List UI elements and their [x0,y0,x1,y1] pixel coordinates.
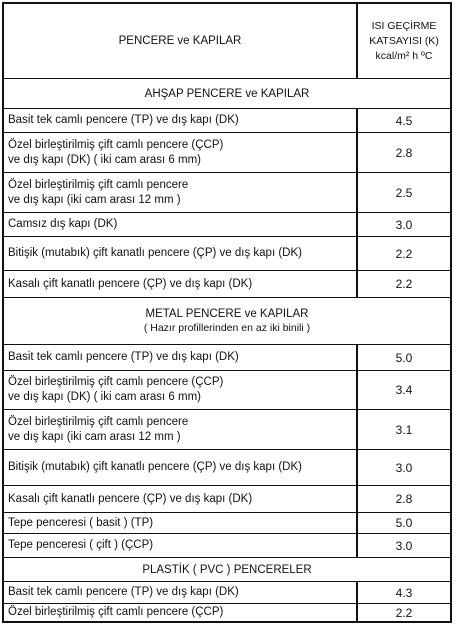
row-label [4,237,358,270]
row-label [4,450,358,485]
row-value: 2.8 [395,145,413,160]
section-title: METAL PENCERE ve KAPILAR [145,308,309,320]
row-label [4,133,358,172]
row-label [4,109,358,132]
table-row [4,581,450,603]
row-label-line: ve dış kapı (DK) ( iki cam arası 6 mm) [8,391,201,403]
row-label-line: Basit tek camlı pencere (TP) ve dış kapı (DK) [8,351,239,363]
row-label-line: Basit tek camlı pencere (TP) ve dış kapı (DK) [8,114,239,126]
row-label-line: Özel birleştirilmiş çift camlı pencere (ÇCP) [8,138,224,151]
section-header-metal [4,297,450,344]
table-row [4,344,450,370]
row-value: 2.2 [395,605,413,620]
row-label-line: Bitişik (mutabık) çift kanatlı pencere (ÇP) ve dış kapı (DK) [8,461,302,473]
row-value: 5.0 [395,516,413,530]
row-label-line: ve dış kapı (iki cam arası 12 mm ) [8,430,181,443]
row-label-line: Kasalı çift kanatlı pencere (ÇP) ve dış kapı (DK) [8,277,253,290]
table-row [4,370,450,409]
header-item-label: PENCERE ve KAPILAR [118,34,242,47]
table-row [4,409,450,449]
k-value-table [2,2,452,623]
row-label [4,213,358,236]
header-k-line-1: ISI GEÇİRME [371,19,437,32]
section-header-wood [4,78,450,108]
row-label-line: Bitişik (mutabık) çift kanatlı pencere (ÇP) ve dış kapı (DK) [8,247,302,259]
table-row [4,270,450,297]
table-row [4,108,450,132]
row-label [4,173,358,212]
row-label [4,410,358,449]
table-row [4,449,450,485]
row-label-line: Camsız dış kapı (DK) [8,218,118,230]
row-value: 5.0 [395,350,413,365]
row-value: 3.0 [395,460,413,475]
row-label-line: Kasalı çift kanatlı pencere (ÇP) ve dış kapı (DK) [8,492,253,505]
section-title: AHŞAP PENCERE ve KAPILAR [144,87,310,100]
row-label-line: ve dış kapı (iki cam arası 12 mm ) [8,193,181,206]
table-row [4,533,450,557]
table-row [4,132,450,172]
table-row [4,212,450,236]
row-label [4,582,358,603]
row-value: 3.4 [395,383,413,397]
table-row [4,236,450,270]
section-subtitle: ( Hazır profillerinden en az iki binili ) [143,322,311,334]
header-k-column [358,4,450,78]
section-header-plastic [4,557,450,581]
row-label [4,345,358,370]
row-value: 3.0 [395,217,413,232]
row-label-line: Basit tek camlı pencere (TP) ve dış kapı (DK) [8,586,239,598]
row-value: 2.2 [395,277,413,291]
table-row [4,172,450,212]
row-label [4,486,358,512]
row-label-line: Özel birleştirilmiş çift camlı pencere [8,178,189,191]
row-value: 2.2 [395,246,413,261]
table-row [4,603,450,621]
row-value: 2.8 [395,492,413,506]
row-label-line: Özel birleştirilmiş çift camlı pencere [8,415,189,428]
table-row [4,512,450,533]
row-value: 2.5 [395,185,413,200]
header-k-line-2: KATSAYISI (K) [369,34,439,47]
table-row [4,485,450,512]
row-label [4,371,358,409]
row-label-line: Özel birleştirilmiş çift camlı pencere (ÇCP) [8,376,224,388]
header-item-column [4,4,358,78]
row-label-line: Tepe penceresi ( basit ) (TP) [8,516,154,529]
section-title: PLASTİK ( PVC ) PENCERELER [142,563,312,576]
row-label-line: ve dış kapı (DK) ( iki cam arası 6 mm) [8,153,201,166]
row-label [4,534,358,557]
row-label [4,604,358,621]
row-label-line: Özel birleştirilmiş çift camlı pencere (ÇCP) [8,606,224,618]
row-label [4,513,358,533]
row-value: 4.5 [395,113,413,128]
row-value: 3.0 [395,538,413,553]
header-k-line-3: kcal/m² h ºC [375,49,433,62]
row-label-line: Tepe penceresi ( çift ) (ÇCP) [8,539,154,551]
table-header [4,4,450,78]
row-value: 3.1 [395,422,413,437]
row-label [4,271,358,297]
row-value: 4.3 [395,585,413,600]
